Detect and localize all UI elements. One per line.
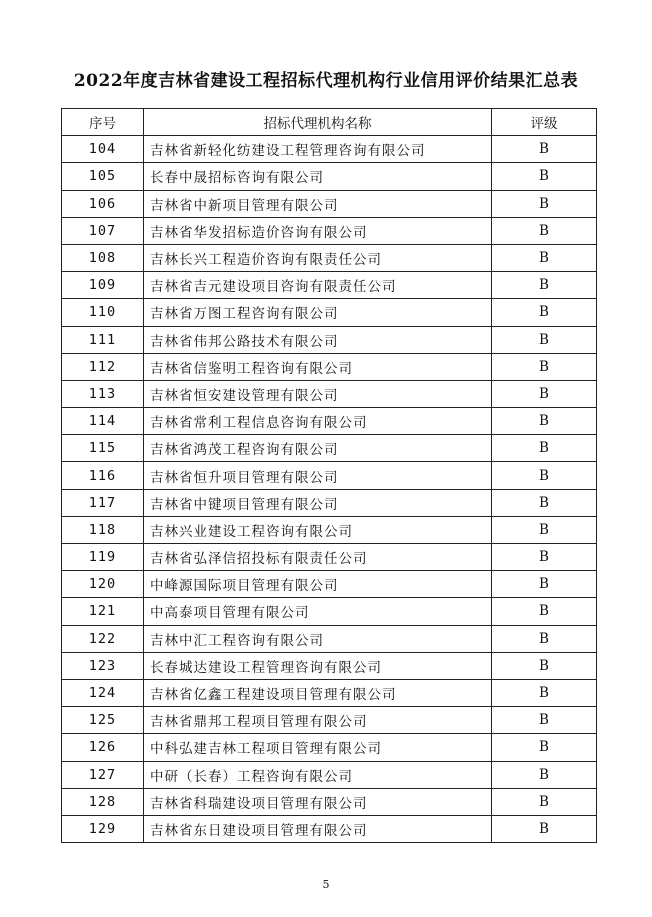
row-agency-name: 吉林省伟邦公路技术有限公司 [144,326,492,353]
row-grade: B [492,462,597,489]
row-serial-number: 121 [62,598,144,625]
row-grade: B [492,326,597,353]
row-agency-name: 吉林中汇工程咨询有限公司 [144,625,492,652]
row-grade: B [492,380,597,407]
row-grade: B [492,734,597,761]
row-serial-number: 107 [62,217,144,244]
row-serial-number: 126 [62,734,144,761]
row-serial-number: 110 [62,299,144,326]
row-grade: B [492,516,597,543]
row-serial-number: 119 [62,544,144,571]
row-agency-name: 吉林省中键项目管理有限公司 [144,489,492,516]
table-row [62,217,597,244]
table-row [62,435,597,462]
table-row [62,190,597,217]
row-agency-name: 中峰源国际项目管理有限公司 [144,571,492,598]
row-grade: B [492,707,597,734]
row-grade: B [492,679,597,706]
row-agency-name: 吉林省恒升项目管理有限公司 [144,462,492,489]
page-title: 2022年度吉林省建设工程招标代理机构行业信用评价结果汇总表 [73,71,579,91]
table-header-row [62,109,597,136]
row-grade: B [492,598,597,625]
row-serial-number: 116 [62,462,144,489]
table-row [62,625,597,652]
row-grade: B [492,571,597,598]
row-serial-number: 129 [62,815,144,842]
table-row [62,652,597,679]
table-row [62,571,597,598]
table-row [62,408,597,435]
row-serial-number: 120 [62,571,144,598]
header-serial-number: 序号 [62,109,144,136]
row-grade: B [492,761,597,788]
row-agency-name: 吉林长兴工程造价咨询有限责任公司 [144,244,492,271]
row-grade: B [492,353,597,380]
table-row [62,326,597,353]
row-agency-name: 吉林省信鉴明工程咨询有限公司 [144,353,492,380]
row-grade: B [492,190,597,217]
table-row [62,462,597,489]
row-agency-name: 中高泰项目管理有限公司 [144,598,492,625]
row-grade: B [492,544,597,571]
row-grade: B [492,435,597,462]
row-agency-name: 吉林省万图工程咨询有限公司 [144,299,492,326]
table-row [62,163,597,190]
row-grade: B [492,217,597,244]
table-row [62,380,597,407]
table-row [62,788,597,815]
row-grade: B [492,815,597,842]
row-agency-name: 吉林省鼎邦工程项目管理有限公司 [144,707,492,734]
row-grade: B [492,272,597,299]
header-grade: 评级 [492,109,597,136]
row-serial-number: 113 [62,380,144,407]
table-row [62,815,597,842]
row-serial-number: 104 [62,136,144,163]
row-agency-name: 吉林省弘泽信招投标有限责任公司 [144,544,492,571]
row-agency-name: 中研（长春）工程咨询有限公司 [144,761,492,788]
row-agency-name: 中科弘建吉林工程项目管理有限公司 [144,734,492,761]
table-row [62,272,597,299]
row-serial-number: 105 [62,163,144,190]
row-serial-number: 109 [62,272,144,299]
table-row [62,244,597,271]
row-serial-number: 125 [62,707,144,734]
table-row [62,489,597,516]
row-grade: B [492,489,597,516]
row-serial-number: 112 [62,353,144,380]
row-agency-name: 吉林省新轻化纺建设工程管理咨询有限公司 [144,136,492,163]
evaluation-table [61,108,597,843]
row-serial-number: 118 [62,516,144,543]
header-agency-name: 招标代理机构名称 [144,109,492,136]
table-row [62,136,597,163]
row-serial-number: 106 [62,190,144,217]
row-serial-number: 108 [62,244,144,271]
table-row [62,734,597,761]
row-agency-name: 长春中晟招标咨询有限公司 [144,163,492,190]
row-serial-number: 127 [62,761,144,788]
row-serial-number: 122 [62,625,144,652]
table-row [62,353,597,380]
row-grade: B [492,625,597,652]
row-grade: B [492,244,597,271]
page-number: 5 [322,878,330,891]
row-serial-number: 111 [62,326,144,353]
row-agency-name: 吉林兴业建设工程咨询有限公司 [144,516,492,543]
row-grade: B [492,136,597,163]
row-agency-name: 吉林省吉元建设项目咨询有限责任公司 [144,272,492,299]
row-agency-name: 吉林省华发招标造价咨询有限公司 [144,217,492,244]
table-row [62,516,597,543]
row-serial-number: 117 [62,489,144,516]
row-grade: B [492,408,597,435]
row-agency-name: 吉林省中新项目管理有限公司 [144,190,492,217]
table-row [62,544,597,571]
table-row [62,761,597,788]
row-serial-number: 114 [62,408,144,435]
row-agency-name: 吉林省东日建设项目管理有限公司 [144,815,492,842]
row-grade: B [492,163,597,190]
row-agency-name: 吉林省恒安建设管理有限公司 [144,380,492,407]
row-serial-number: 123 [62,652,144,679]
row-agency-name: 吉林省科瑞建设项目管理有限公司 [144,788,492,815]
row-serial-number: 128 [62,788,144,815]
table-row [62,679,597,706]
row-grade: B [492,788,597,815]
row-agency-name: 长春城达建设工程管理咨询有限公司 [144,652,492,679]
row-agency-name: 吉林省常利工程信息咨询有限公司 [144,408,492,435]
row-grade: B [492,652,597,679]
table-row [62,299,597,326]
row-serial-number: 115 [62,435,144,462]
table-row [62,598,597,625]
row-agency-name: 吉林省鸿茂工程咨询有限公司 [144,435,492,462]
row-serial-number: 124 [62,679,144,706]
row-grade: B [492,299,597,326]
row-agency-name: 吉林省亿鑫工程建设项目管理有限公司 [144,679,492,706]
table-row [62,707,597,734]
